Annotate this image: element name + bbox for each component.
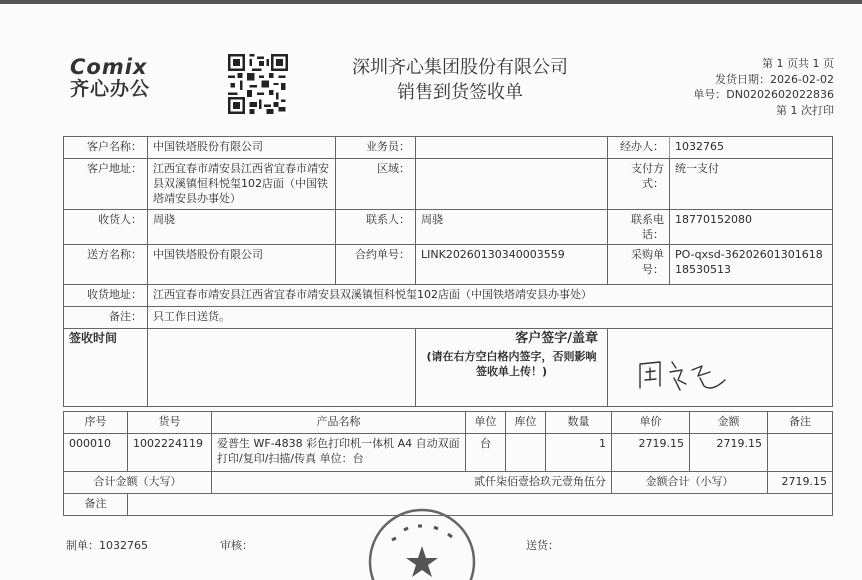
total-lower-value: 2719.15 [768,472,833,494]
item-seq: 000010 [64,434,128,472]
payment: 统一支付 [670,159,833,210]
customer-sign-title: 客户签字/盖章 [515,331,598,346]
region-label: 区域： [336,159,416,210]
handler: 1032765 [670,137,833,159]
scan-top-edge [0,0,862,4]
col-header-qty: 数量 [546,412,612,434]
company-logo [70,56,150,100]
customer-name: 中国铁塔股份有限公司 [148,137,336,159]
col-header-seq: 序号 [64,412,128,434]
item-location [506,434,546,472]
customer-sign-note: (请在右方空白格内签字，否则影响签收单上传！) [426,350,597,378]
items-remark-label: 备注 [64,494,128,516]
salesperson [416,137,608,159]
footer-reviewer: 审核： [220,539,253,552]
customer-address: 江西宜春市靖安县江西省宜春市靖安县双溪镇恒科悦玺102店面（中国铁塔靖安县办事处） [148,159,336,210]
ship-date: 发货日期：2026-02-02 [715,72,834,86]
customer-name-label: 客户名称： [64,137,148,159]
remark-label: 备注： [64,307,148,329]
handwritten-signature [630,350,740,395]
phone-label: 联系电话： [608,210,670,245]
contact-label: 联系人： [336,210,416,245]
remark: 只工作日送货。 [148,307,833,329]
logo-chinese: 齐心办公 [70,78,151,100]
item-price: 2719.15 [612,434,690,472]
ship-address-label: 收货地址： [64,285,148,307]
col-header-location: 库位 [506,412,546,434]
table-row [64,434,833,472]
footer-sender: 送货： [526,539,559,552]
receiver-label: 收货人： [64,210,148,245]
total-upper-value: 贰仟柒佰壹拾玖元壹角伍分 [212,472,612,494]
item-amount: 2719.15 [690,434,768,472]
salesperson-label: 业务员： [336,137,416,159]
item-unit: 台 [466,434,506,472]
print-count: 第 1 次打印 [776,103,834,117]
document-meta [693,56,834,118]
item-code: 1002224119 [128,434,212,472]
company-name: 深圳齐心集团股份有限公司 [352,57,568,78]
contract-number: LINK20260130340003559 [416,245,608,285]
ship-address: 江西宜春市靖安县江西省宜春市靖安县双溪镇恒科悦玺102店面（中国铁塔靖安县办事处） [148,285,833,307]
col-header-amount: 金额 [690,412,768,434]
document-title: 销售到货签收单 [397,82,523,103]
handler-label: 经办人： [608,137,670,159]
receiver: 周骁 [148,210,336,245]
region [416,159,608,210]
page-number: 第 1 页共 1 页 [762,57,834,70]
item-note [768,434,833,472]
col-header-name: 产品名称 [212,412,466,434]
footer-maker: 制单：1032765 [66,539,148,552]
item-name: 爱普生 WF-4838 彩色打印机一体机 A4 自动双面打印/复印/扫描/传真 单位：台 [212,434,466,472]
qr-code-icon [228,54,288,114]
deliver-to: 中国铁塔股份有限公司 [148,245,336,285]
contract-label: 合约单号： [336,245,416,285]
total-upper-label: 合计金额（大写） [64,472,212,494]
company-seal-stamp [352,500,492,580]
sign-time-label: 签收时间 [64,329,148,407]
items-header-row [64,412,833,434]
col-header-price: 单价 [612,412,690,434]
item-qty: 1 [546,434,612,472]
total-lower-label: 金额合计（小写） [612,472,768,494]
col-header-note: 备注 [768,412,833,434]
purchase-number: PO-qxsd-362026013016181853051​3 [670,245,833,285]
contact: 周骁 [416,210,608,245]
col-header-code: 货号 [128,412,212,434]
col-header-unit: 单位 [466,412,506,434]
customer-sign-instructions [416,329,608,407]
payment-label: 支付方式： [608,159,670,210]
deliver-to-label: 送方名称： [64,245,148,285]
logo-english: Comix [70,55,148,79]
totals-row [64,472,833,494]
document-number: 单号：DN0202602022836 [693,88,834,101]
phone: 18770152080 [670,210,833,245]
customer-address-label: 客户地址： [64,159,148,210]
purchase-label: 采购单号： [608,245,670,285]
sign-time-field [148,329,416,407]
